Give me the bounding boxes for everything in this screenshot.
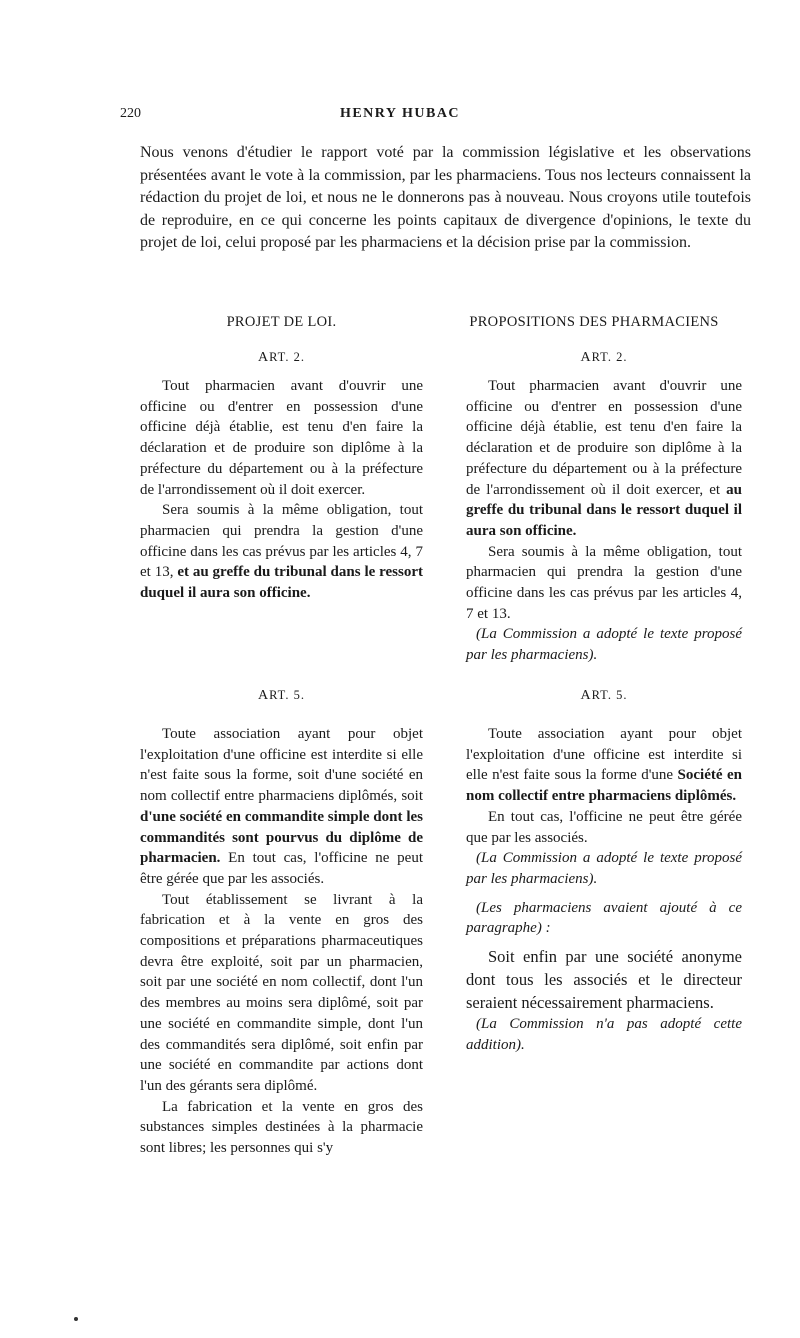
right-art2-commission-note: (La Commission a adopté le texte proposé par les pharmaciens). [466, 626, 742, 664]
running-title: HENRY HUBAC [339, 106, 461, 121]
left-art5-text [140, 724, 423, 1159]
right-art2-paragraph-2: Sera soumis à la même obligation, tout pharmacien qui prendra la gestion d'une officine dans les cas prévus par les articles 4, 7 et 13. [466, 543, 742, 622]
right-art2-paragraph-1 [466, 376, 742, 542]
left-art5-paragraph-1 [140, 724, 423, 890]
right-art5-addition: Soit enfin par une société anonyme dont tous les associés et le directeur seraient nécessairement pharmaciens. [466, 947, 742, 1013]
left-column-heading: PROJET DE LOI. [226, 314, 337, 330]
right-art5-label: ART. 5. [580, 688, 628, 703]
page-number: 220 [120, 106, 141, 121]
right-art5-pharmacists-note: (Les pharmaciens avaient ajouté à ce paragraphe) : [466, 899, 742, 937]
left-art2-paragraph-1: Tout pharmacien avant d'ouvrir une officine ou d'entrer en possession d'une officine déjà établie, est tenu d'en faire la déclaration et de produire son diplôme à la préfecture du département ou à la préfecture de l'arrondissement où il doit exercer. [140, 378, 423, 498]
right-art5-p1-bold: Société en nom collectif entre pharmaciens diplômés. [466, 767, 742, 805]
left-art5-p1-normal: Toute association ayant pour objet l'exploitation d'une officine est interdite si elle n'est faite sous la forme, soit d'une société en nom collectif entre pharmaciens diplômés, soit [140, 726, 423, 805]
right-art5-text [466, 724, 742, 1055]
left-art5-paragraph-2: Tout établissement se livrant à la fabrication et à la vente en gros des compositions et préparations pharmaceutiques devra être exploité, soit par un pharmacien, soit par une société en nom collectif, dont l'un des membres au moins sera diplômé, soit par une société en commandite simple, dont l'un des commandités sera diplômé, soit enfin par une société en commandite par actions dont l'un des gérants sera diplômé. [140, 891, 423, 1094]
left-art2-label: ART. 2. [257, 350, 306, 365]
left-art5-p1-bold: d'une société en commandite simple dont les commandités sont pourvus du diplôme de pharmacien. [140, 808, 423, 867]
left-art5-paragraph-3: La fabrication et la vente en gros des substances simples destinées à la pharmacie sont libres; les personnes qui s'y [140, 1098, 423, 1157]
right-art5-rejection-note: (La Commission n'a pas adopté cette addition). [466, 1016, 742, 1053]
right-art5-paragraph-1 [466, 724, 742, 807]
right-art2-text [466, 376, 742, 666]
left-art5-label: ART. 5. [257, 688, 306, 703]
right-art2-label: ART. 2. [580, 350, 628, 365]
stray-ink-dot [74, 1317, 78, 1321]
left-art2-p2-bold: et au greffe du tribunal dans le ressort duquel il aura son officine. [140, 564, 424, 602]
right-art2-p1-normal: Tout pharmacien avant d'ouvrir une officine ou d'entrer en possession d'une officine déjà établie, est tenu d'en faire la déclaration et de produire son diplôme à la préfecture du département ou à la préfecture de l'arrondissement où il doit exercer, et [466, 378, 742, 498]
right-art2-p1-bold: au greffe du tribunal dans le ressort duquel il aura son officine. [466, 481, 743, 539]
intro-paragraph: Nous venons d'étudier le rapport voté par la commission législative et les observations présentées avant le vote à la commission, par les pharmaciens. Tous nos lecteurs connaissent la rédaction du projet de loi, et nous ne le donnerons pas à nouveau. Nous croyons utile toutefois de reproduire, en ce qui concerne les points capitaux de divergence d'opinions, le texte du projet de loi, celui proposé par les pharmaciens et la décision prise par la commission. [140, 144, 751, 251]
right-art5-paragraph-2: En tout cas, l'officine ne peut être gérée que par les associés. [466, 808, 742, 846]
right-column-heading: PROPOSITIONS DES PHARMACIENS [469, 314, 719, 330]
left-art2-paragraph-2 [140, 500, 423, 604]
right-art5-commission-note: (La Commission a adopté le texte proposé par les pharmaciens). [466, 850, 742, 887]
left-art2-p2-normal: Sera soumis à la même obligation, tout pharmacien qui prendra la gestion d'une officine dans les cas prévus par les articles 4, 7 et 13, [140, 502, 423, 581]
left-art2-text [140, 376, 423, 604]
right-art5-p1-normal: Toute association ayant pour objet l'exploitation d'une officine est interdite si elle n'est faite sous la forme d'une [466, 726, 742, 784]
left-art5-p1-end: En tout cas, l'officine ne peut être gérée que par les associés. [140, 850, 423, 887]
